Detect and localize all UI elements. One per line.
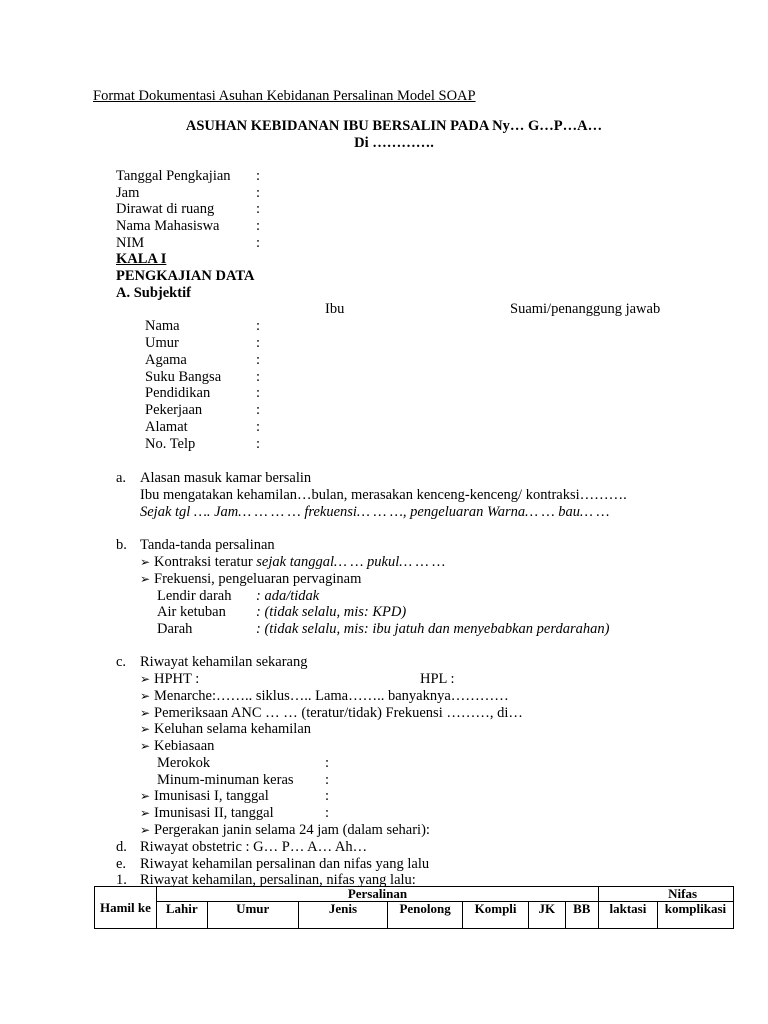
section-a-marker: a. <box>116 470 127 486</box>
field-colon: : <box>256 436 261 452</box>
header-lahir: Lahir <box>156 902 207 929</box>
section-d-text: Riwayat obstetric : G… P… A… Ah… <box>140 839 368 855</box>
colon: : <box>325 805 330 821</box>
bullet-arrow-icon: ➢ <box>140 555 151 569</box>
kala-heading: KALA I <box>116 251 167 267</box>
bullet-kontraksi: ➢ Kontraksi teratur sejak tanggal… … pukul… … … <box>140 554 446 570</box>
section-e-marker: e. <box>116 856 127 872</box>
bullet-anc: ➢ Pemeriksaan ANC … … (teratur/tidak) Frekuensi ………, di… <box>140 705 523 721</box>
row-value-darah: : (tidak selalu, mis: ibu jatuh dan menyebabkan perdarahan) <box>256 621 610 637</box>
header-jenis: Jenis <box>298 902 387 929</box>
header-laktasi: laktasi <box>599 902 658 929</box>
section-a-title: Alasan masuk kamar bersalin <box>140 470 312 486</box>
row-label-darah: Darah <box>157 621 193 637</box>
row-label-lendir: Lendir darah <box>157 588 232 604</box>
header-jk: JK <box>529 902 566 929</box>
bullet-pergerakan: ➢ Pergerakan janin selama 24 jam (dalam sehari): <box>140 822 430 838</box>
bullet-arrow-icon: ➢ <box>140 672 151 686</box>
section-c-marker: c. <box>116 654 127 670</box>
colon: : <box>325 772 330 788</box>
colon: : <box>325 755 330 771</box>
identity-colon: : <box>256 235 261 251</box>
bullet-imunisasi-1: ➢ Imunisasi I, tanggal <box>140 788 269 804</box>
field-colon: : <box>256 335 261 351</box>
field-colon: : <box>256 402 261 418</box>
header-hamil-ke: Hamil ke <box>95 887 157 929</box>
header-komplikasi: komplikasi <box>657 902 733 929</box>
bullet-arrow-icon: ➢ <box>140 789 151 803</box>
field-label-suku: Suku Bangsa <box>145 369 222 385</box>
bullet-menarche: ➢ Menarche:…….. siklus….. Lama…….. banyaknya………… <box>140 688 509 704</box>
field-colon: : <box>256 352 261 368</box>
field-colon: : <box>256 385 261 401</box>
riwayat-table <box>94 886 734 929</box>
bullet-arrow-icon: ➢ <box>140 689 151 703</box>
section-a-line2: Sejak tgl …. Jam… … … … frekuensi… … …, pengeluaran Warna… … bau… … <box>140 504 610 520</box>
field-colon: : <box>256 369 261 385</box>
section-a-line1: Ibu mengatakan kehamilan…bulan, merasakan kenceng-kenceng/ kontraksi………. <box>140 487 627 503</box>
field-colon: : <box>256 419 261 435</box>
document-heading: Format Dokumentasi Asuhan Kebidanan Persalinan Model SOAP <box>93 88 476 104</box>
row-value-ketuban: : (tidak selalu, mis: KPD) <box>256 604 407 620</box>
label-minum: Minum-minuman keras <box>157 772 294 788</box>
bullet-arrow-icon: ➢ <box>140 806 151 820</box>
header-persalinan: Persalinan <box>156 887 598 902</box>
header-umur: Umur <box>207 902 298 929</box>
field-label-pekerjaan: Pekerjaan <box>145 402 203 418</box>
section-1-text: Riwayat kehamilan, persalinan, nifas yang lalu: <box>140 872 416 888</box>
identity-label-jam: Jam <box>116 185 140 201</box>
identity-label-ruang: Dirawat di ruang <box>116 201 215 217</box>
column-ibu: Ibu <box>325 301 345 317</box>
table-header-row <box>95 887 734 902</box>
identity-colon: : <box>256 168 261 184</box>
header-kompli: Kompli <box>463 902 529 929</box>
section-c-title: Riwayat kehamilan sekarang <box>140 654 308 670</box>
field-label-nama: Nama <box>145 318 180 334</box>
title-line-2: Di …………. <box>354 135 434 151</box>
bullet-arrow-icon: ➢ <box>140 706 151 720</box>
bullet-arrow-icon: ➢ <box>140 572 151 586</box>
bullet-arrow-icon: ➢ <box>140 739 151 753</box>
bullet-imunisasi-2: ➢ Imunisasi II, tanggal <box>140 805 274 821</box>
bullet-arrow-icon: ➢ <box>140 722 151 736</box>
subjektif-heading: A. Subjektif <box>116 285 191 301</box>
identity-label-nim: NIM <box>116 235 145 251</box>
section-e-text: Riwayat kehamilan persalinan dan nifas yang lalu <box>140 856 430 872</box>
colon: : <box>325 788 330 804</box>
table-subheader-row <box>95 902 734 929</box>
hpl-label: HPL : <box>420 671 455 687</box>
field-label-alamat: Alamat <box>145 419 188 435</box>
section-d-marker: d. <box>116 839 127 855</box>
bullet-frekuensi: ➢ Frekuensi, pengeluaran pervaginam <box>140 571 362 587</box>
bullet-kebiasaan: ➢ Kebiasaan <box>140 738 215 754</box>
identity-label-tanggal: Tanggal Pengkajian <box>116 168 231 184</box>
header-penolong: Penolong <box>388 902 463 929</box>
bullet-keluhan: ➢ Keluhan selama kehamilan <box>140 721 312 737</box>
field-label-agama: Agama <box>145 352 187 368</box>
identity-colon: : <box>256 185 261 201</box>
column-suami: Suami/penanggung jawab <box>510 301 661 317</box>
section-b-marker: b. <box>116 537 127 553</box>
bullet-arrow-icon: ➢ <box>140 823 151 837</box>
title-line-1: ASUHAN KEBIDANAN IBU BERSALIN PADA Ny… G…P…A… <box>185 118 603 134</box>
field-label-telp: No. Telp <box>145 436 196 452</box>
identity-label-mahasiswa: Nama Mahasiswa <box>116 218 220 234</box>
identity-colon: : <box>256 218 261 234</box>
pengkajian-heading: PENGKAJIAN DATA <box>116 268 255 284</box>
header-nifas: Nifas <box>599 887 734 902</box>
section-1-marker: 1. <box>116 872 127 888</box>
field-label-umur: Umur <box>145 335 179 351</box>
row-label-ketuban: Air ketuban <box>157 604 226 620</box>
bullet-hpht: ➢ HPHT : <box>140 671 200 687</box>
header-bb: BB <box>565 902 598 929</box>
row-value-lendir: : ada/tidak <box>256 588 320 604</box>
field-label-pendidikan: Pendidikan <box>145 385 211 401</box>
label-merokok: Merokok <box>157 755 211 771</box>
section-b-title: Tanda-tanda persalinan <box>140 537 275 553</box>
field-colon: : <box>256 318 261 334</box>
identity-colon: : <box>256 201 261 217</box>
